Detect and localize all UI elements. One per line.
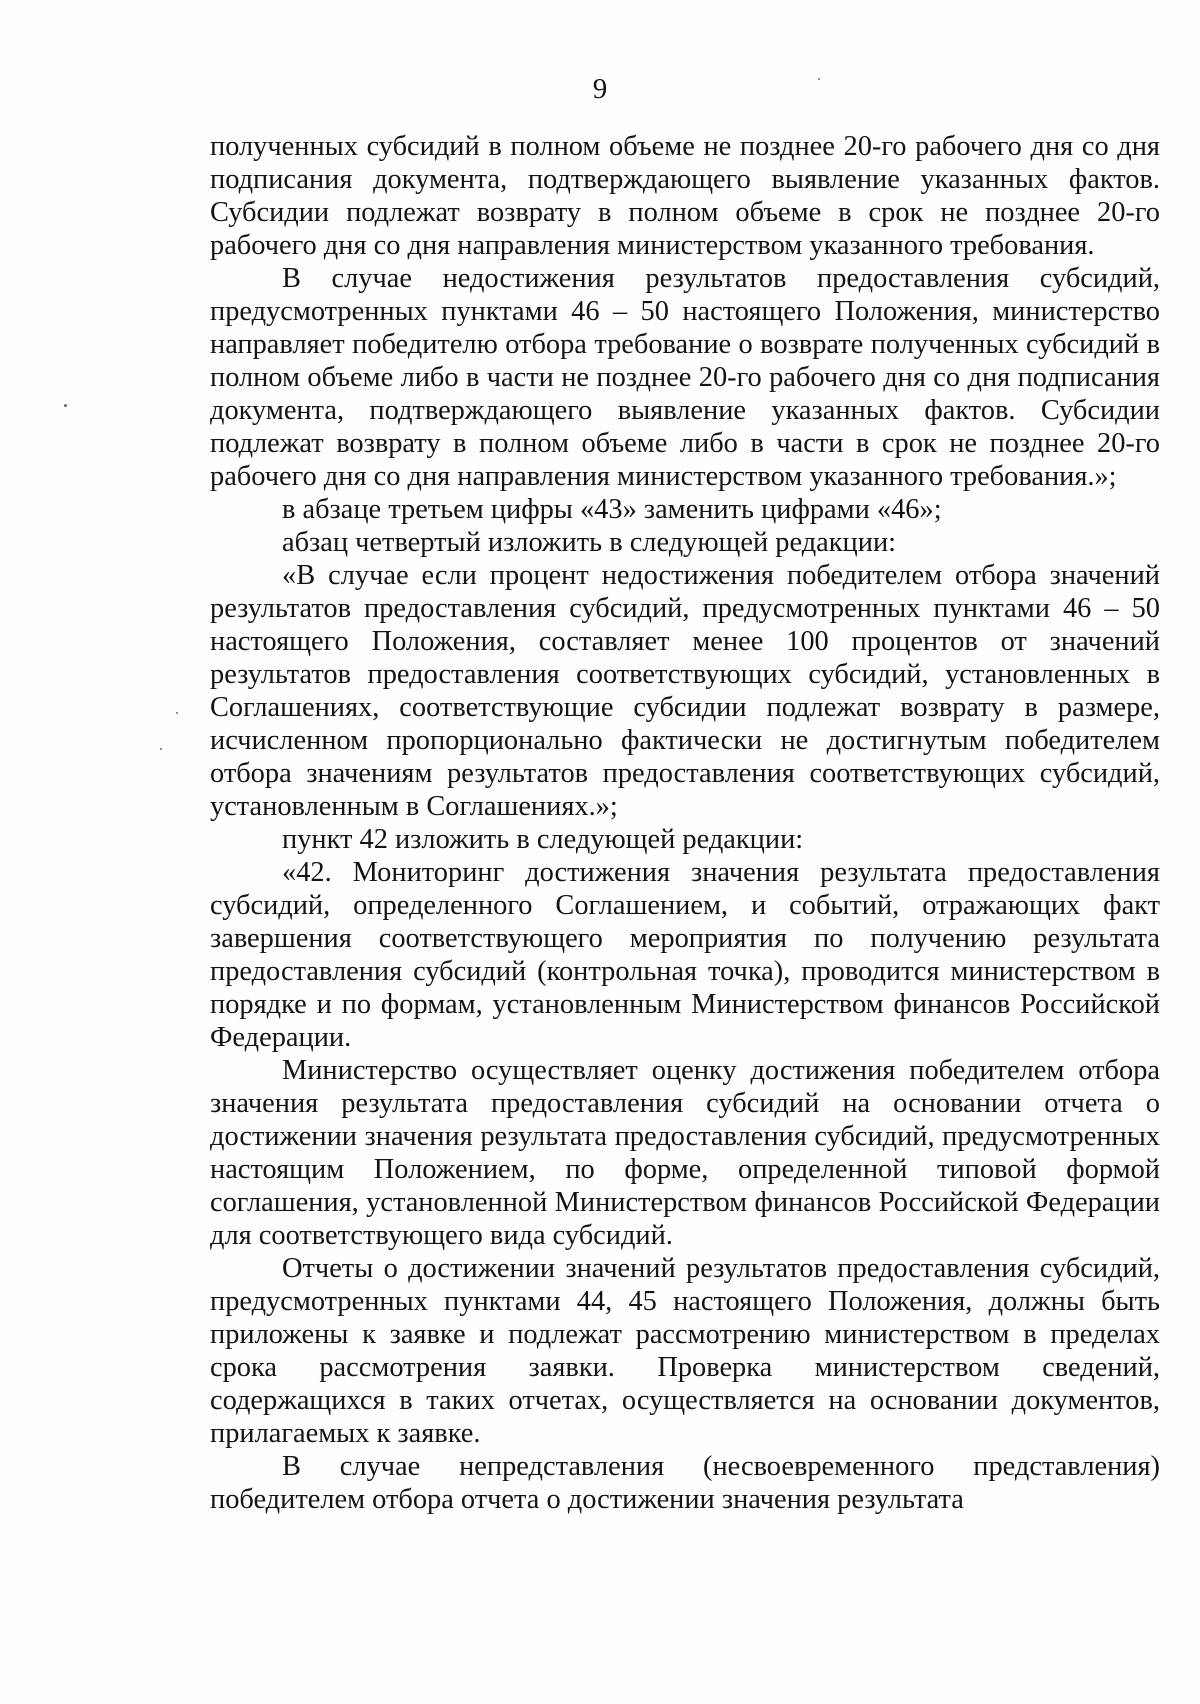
scan-speck bbox=[64, 404, 67, 407]
paragraph: «В случае если процент недостижения победителем отбора значений результатов предоставления субсидий, предусмотренных пунктами 46 – 50 настоящего Положения, составляет менее 100 процентов от значений результатов предоставления соответствующих субсидий, установленных в Соглашениях, соответствующие субсидии подлежат возврату в размере, исчисленном пропорционально фактически не достигнутым победителем отбора значениям результатов предоставления соответствующих субсидий, установленным в Соглашениях.»; bbox=[210, 560, 1160, 822]
paragraph: Отчеты о достижении значений результатов предоставления субсидий, предусмотренных пунктами 44, 45 настоящего Положения, должны быть приложены к заявке и подлежат рассмотрению министерством в пределах срока рассмотрения заявки. Проверка министерством сведений, содержащихся в таких отчетах, осуществляется на основании документов, прилагаемых к заявке. bbox=[210, 1253, 1160, 1449]
paragraph: Министерство осуществляет оценку достижения победителем отбора значения результата предоставления субсидий на основании отчета о достижении значения результата предоставления субсидий, предусмотренных настоящим Положением, по форме, определенной типовой формой соглашения, установленной Министерством финансов Российской Федерации для соответствующего вида субсидий. bbox=[210, 1055, 1160, 1251]
scan-speck bbox=[160, 748, 162, 750]
paragraph: полученных субсидий в полном объеме не позднее 20-го рабочего дня со дня подписания документа, подтверждающего выявление указанных фактов. Субсидии подлежат возврату в полном объеме в срок не позднее 20-го рабочего дня со дня направления министерством указанного требования. bbox=[210, 131, 1160, 261]
paragraph: В случае непредставления (несвоевременного представления) победителем отбора отчета о достижении значения результата bbox=[210, 1451, 1160, 1515]
paragraph: «42. Мониторинг достижения значения результата предоставления субсидий, определенного Соглашением, и событий, отражающих факт завершения соответствующего мероприятия по получению результата предоставления субсидий (контрольная точка), проводится министерством в порядке и по формам, установленным Министерством финансов Российской Федерации. bbox=[210, 857, 1160, 1053]
document-body bbox=[210, 130, 1160, 1516]
paragraph: абзац четвертый изложить в следующей редакции: bbox=[282, 527, 897, 558]
paragraph: В случае недостижения результатов предоставления субсидий, предусмотренных пунктами 46 – 50 настоящего Положения, министерство направляет победителю отбора требование о возврате полученных субсидий в полном объеме либо в части не позднее 20-го рабочего дня со дня подписания документа, подтверждающего выявление указанных фактов. Субсидии подлежат возврату в полном объеме либо в части в срок не позднее 20-го рабочего дня со дня направления министерством указанного требования.»; bbox=[210, 263, 1160, 492]
scan-speck bbox=[176, 712, 178, 714]
scan-speck bbox=[818, 78, 820, 80]
page-number: 9 bbox=[592, 73, 608, 105]
paragraph: в абзаце третьем цифры «43» заменить цифрами «46»; bbox=[282, 494, 942, 525]
paragraph: пункт 42 изложить в следующей редакции: bbox=[282, 824, 804, 855]
